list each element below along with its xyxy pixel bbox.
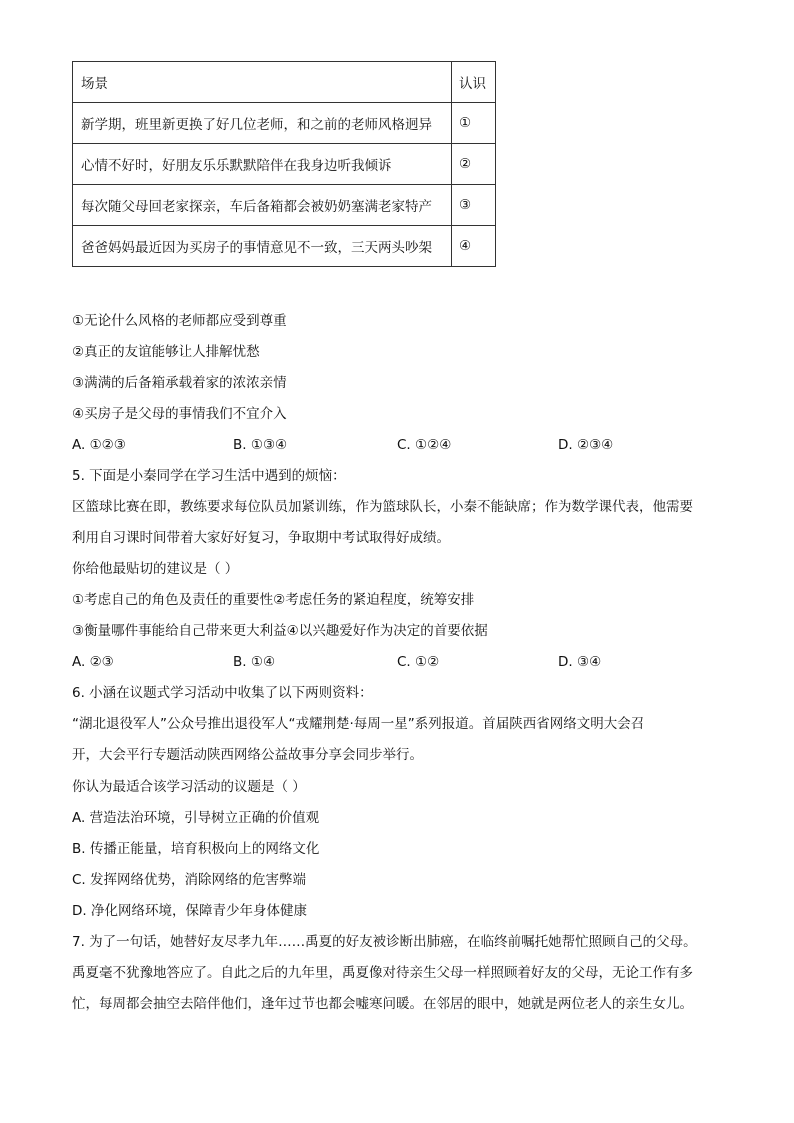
q6-option-b[interactable]: B. 传播正能量，培育积极向上的网络文化 xyxy=(72,841,320,857)
table-cell-scene: 心情不好时，好朋友乐乐默默陪伴在我身边听我倾诉 xyxy=(73,144,452,185)
q4-option-c[interactable]: C. ①②④ xyxy=(397,437,452,453)
q4-statement-2: ②真正的友谊能够让人排解忧愁 xyxy=(72,344,260,360)
q4-option-d[interactable]: D. ②③④ xyxy=(558,437,614,453)
q6-question: 你认为最适合该学习活动的议题是（ ） xyxy=(72,779,306,795)
q6-option-a[interactable]: A. 营造法治环境，引导树立正确的价值观 xyxy=(72,810,320,826)
q6-option-c[interactable]: C. 发挥网络优势，消除网络的危害弊端 xyxy=(72,872,307,888)
q5-option-a[interactable]: A. ②③ xyxy=(72,654,114,670)
q4-statement-3: ③满满的后备箱承载着家的浓浓亲情 xyxy=(72,375,287,391)
table-cell-scene: 新学期，班里新更换了好几位老师，和之前的老师风格迥异 xyxy=(73,103,452,144)
table-cell-mark: ④ xyxy=(452,226,496,267)
q5-options xyxy=(72,652,672,672)
table-row xyxy=(73,103,496,144)
table-cell-mark: ② xyxy=(452,144,496,185)
q6-stem: 6. 小涵在议题式学习活动中收集了以下两则资料： xyxy=(72,685,373,701)
q5-material-line-2: 利用自习课时间带着大家好好复习，争取期中考试取得好成绩。 xyxy=(72,530,450,546)
q5-question: 你给他最贴切的建议是（ ） xyxy=(72,561,239,577)
q4-options xyxy=(72,435,672,455)
q5-option-d[interactable]: D. ③④ xyxy=(558,654,602,670)
q4-option-b[interactable]: B. ①③④ xyxy=(233,437,288,453)
q5-statements-2: ③衡量哪件事能给自己带来更大利益④以兴趣爱好作为决定的首要依据 xyxy=(72,623,488,639)
q6-material-line-1: “湖北退役军人”公众号推出退役军人“戎耀荆楚·每周一星”系列报道。首届陕西省网络文明大会召 xyxy=(72,716,645,732)
scene-table xyxy=(72,61,496,267)
q4-statement-1: ①无论什么风格的老师都应受到尊重 xyxy=(72,313,287,329)
table-row xyxy=(73,185,496,226)
q6-material-line-2: 开，大会平行专题活动陕西网络公益故事分享会同步举行。 xyxy=(72,747,423,763)
q7-line-3: 忙，每周都会抽空去陪伴他们，逢年过节也都会嘘寒问暖。在邻居的眼中，她就是两位老人的亲生女儿。 xyxy=(72,996,693,1012)
q5-stem: 5. 下面是小秦同学在学习生活中遇到的烦恼： xyxy=(72,468,346,484)
q4-option-a[interactable]: A. ①②③ xyxy=(72,437,126,453)
table-header-row xyxy=(73,62,496,103)
q4-statement-4: ④买房子是父母的事情我们不宜介入 xyxy=(72,406,287,422)
q5-option-c[interactable]: C. ①② xyxy=(397,654,440,670)
table-row xyxy=(73,144,496,185)
q5-option-b[interactable]: B. ①④ xyxy=(233,654,276,670)
header-scene: 场景 xyxy=(73,62,452,103)
table-row xyxy=(73,226,496,267)
q7-line-2: 禹夏毫不犹豫地答应了。自此之后的九年里，禹夏像对待亲生父母一样照顾着好友的父母，无论工作有多 xyxy=(72,965,693,981)
q5-statements-1: ①考虑自己的角色及责任的重要性②考虑任务的紧迫程度，统筹安排 xyxy=(72,592,475,608)
header-cognition: 认识 xyxy=(452,62,496,103)
q7-line-1: 7. 为了一句话，她替好友尽孝九年……禹夏的好友被诊断出肺癌，在临终前嘱托她帮忙照顾自己的父母。 xyxy=(72,934,697,950)
table-cell-mark: ① xyxy=(452,103,496,144)
table-cell-mark: ③ xyxy=(452,185,496,226)
q5-material-line-1: 区篮球比赛在即，教练要求每位队员加紧训练，作为篮球队长，小秦不能缺席；作为数学课代表，他需要 xyxy=(72,499,693,515)
q6-option-d[interactable]: D. 净化网络环境，保障青少年身体健康 xyxy=(72,903,307,919)
table-cell-scene: 爸爸妈妈最近因为买房子的事情意见不一致，三天两头吵架 xyxy=(73,226,452,267)
table-cell-scene: 每次随父母回老家探亲，车后备箱都会被奶奶塞满老家特产 xyxy=(73,185,452,226)
